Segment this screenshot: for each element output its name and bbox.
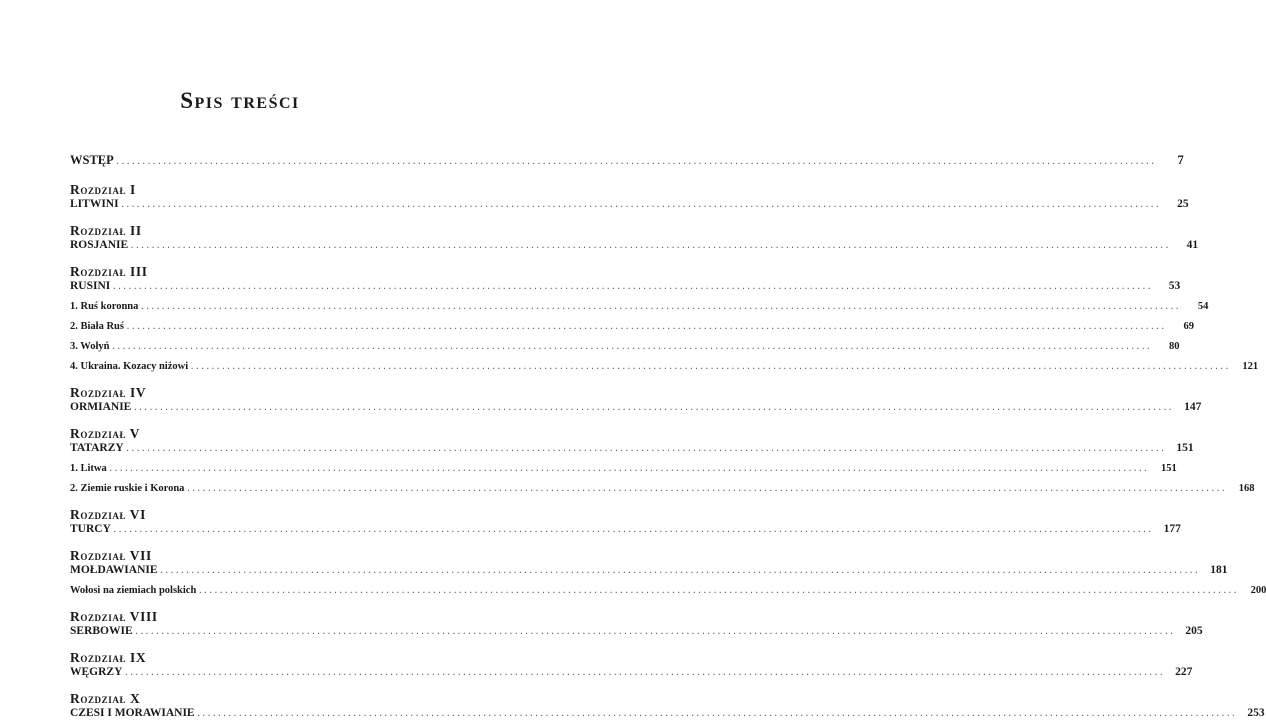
chapter-heading: Rozdział II xyxy=(70,223,142,238)
chapter-heading: Rozdział I xyxy=(70,182,136,197)
toc-entry[interactable] xyxy=(70,442,1194,459)
page-number: 181 xyxy=(1210,564,1228,576)
entry-label: CZESI I MORAWIANIE xyxy=(70,707,198,719)
dot-leader: ........................................................................................................................................................................................................ xyxy=(116,157,1157,166)
dot-leader: ........................................................................................................................................................................................................ xyxy=(187,484,1228,493)
toc-subentry[interactable] xyxy=(70,463,1177,483)
entry-label: TATARZY xyxy=(70,442,127,454)
chapter-heading: Rozdział IX xyxy=(70,650,147,665)
dot-leader: ........................................................................................................................................................................................................ xyxy=(113,282,1154,291)
chapter-heading: Rozdział X xyxy=(70,691,141,706)
page-number: 147 xyxy=(1184,401,1202,413)
toc-entry[interactable] xyxy=(70,401,1202,418)
dot-leader: ........................................................................................................................................................................................................ xyxy=(197,709,1238,718)
entry-label: ORMIANIE xyxy=(70,401,134,413)
dot-leader: ........................................................................................................................................................................................................ xyxy=(113,525,1154,534)
page-number: 151 xyxy=(1176,442,1194,454)
toc-entry[interactable] xyxy=(70,666,1193,683)
dot-leader: ........................................................................................................................................................................................................ xyxy=(160,566,1201,575)
entry-label: Wołosi na ziemiach polskich xyxy=(70,585,199,596)
toc-subentry[interactable] xyxy=(70,585,1266,605)
page-number: 25 xyxy=(1177,198,1189,210)
dot-leader: ........................................................................................................................................................................................................ xyxy=(126,322,1167,331)
page-number: 41 xyxy=(1186,239,1199,251)
chapter-heading: Rozdział VII xyxy=(70,548,152,563)
chapter-heading: Rozdział III xyxy=(70,264,148,279)
page-number: 253 xyxy=(1247,707,1265,719)
chapter-heading: Rozdział IV xyxy=(70,385,147,400)
dot-leader: ........................................................................................................................................................................................................ xyxy=(112,342,1153,351)
dot-leader: ........................................................................................................................................................................................................ xyxy=(134,403,1175,412)
page-number: 168 xyxy=(1238,483,1255,494)
dot-leader: ........................................................................................................................................................................................................ xyxy=(121,200,1162,209)
dot-leader: ........................................................................................................................................................................................................ xyxy=(191,362,1232,371)
page-number: 121 xyxy=(1242,361,1259,372)
dot-leader: ........................................................................................................................................................................................................ xyxy=(141,302,1182,311)
toc-subentry[interactable] xyxy=(70,321,1194,341)
entry-label: 4. Ukraina. Kozacy niżowi xyxy=(70,361,191,372)
toc-entry-intro[interactable] xyxy=(70,153,1184,174)
entry-label: ROSJANIE xyxy=(70,239,131,251)
dot-leader: ........................................................................................................................................................................................................ xyxy=(135,627,1176,636)
entry-label: WĘGRZY xyxy=(70,666,125,678)
page-number: 80 xyxy=(1169,341,1180,352)
toc-subentry[interactable] xyxy=(70,341,1180,361)
page-number: 53 xyxy=(1168,280,1181,292)
toc-subentry[interactable] xyxy=(70,483,1255,503)
toc-subentry[interactable] xyxy=(70,361,1259,381)
page-number: 205 xyxy=(1185,625,1203,637)
entry-label: TURCY xyxy=(70,523,114,535)
page-number: 69 xyxy=(1183,321,1194,332)
toc-subentry[interactable] xyxy=(70,301,1209,321)
chapter-heading: Rozdział VIII xyxy=(70,609,158,624)
toc-entry[interactable] xyxy=(70,280,1181,297)
entry-label: WSTĘP xyxy=(70,153,117,168)
entry-label: 1. Litwa xyxy=(70,463,110,474)
toc-entry[interactable] xyxy=(70,564,1228,581)
toc-entry[interactable] xyxy=(70,625,1203,642)
entry-label: MOŁDAWIANIE xyxy=(70,564,161,576)
dot-leader: ........................................................................................................................................................................................................ xyxy=(131,241,1172,250)
page-number: 227 xyxy=(1175,666,1193,678)
entry-label: 2. Biała Ruś xyxy=(70,321,127,332)
dot-leader: ........................................................................................................................................................................................................ xyxy=(109,464,1150,473)
page-number: 151 xyxy=(1161,463,1177,474)
dot-leader: ........................................................................................................................................................................................................ xyxy=(125,668,1166,677)
toc-entry[interactable] xyxy=(70,198,1189,215)
chapter-heading: Rozdział V xyxy=(70,426,141,441)
toc-entry[interactable] xyxy=(70,239,1199,256)
toc-entry[interactable] xyxy=(70,707,1265,724)
entry-label: 1. Ruś koronna xyxy=(70,301,141,312)
table-of-contents xyxy=(70,150,1266,724)
dot-leader: ........................................................................................................................................................................................................ xyxy=(126,444,1167,453)
entry-label: RUSINI xyxy=(70,280,113,292)
page-number: 200 xyxy=(1250,585,1266,596)
page-number: 54 xyxy=(1197,301,1209,312)
entry-label: 2. Ziemie ruskie i Korona xyxy=(70,483,187,494)
dot-leader: ........................................................................................................................................................................................................ xyxy=(199,586,1240,595)
page-title: Spis treści xyxy=(180,88,300,113)
entry-label: 3. Wołyń xyxy=(70,341,113,352)
page-number: 177 xyxy=(1163,523,1181,535)
page-number: 7 xyxy=(1177,153,1184,167)
toc-entry[interactable] xyxy=(70,523,1181,540)
entry-label: LITWINI xyxy=(70,198,122,210)
chapter-heading: Rozdział VI xyxy=(70,507,146,522)
entry-label: SERBOWIE xyxy=(70,625,136,637)
